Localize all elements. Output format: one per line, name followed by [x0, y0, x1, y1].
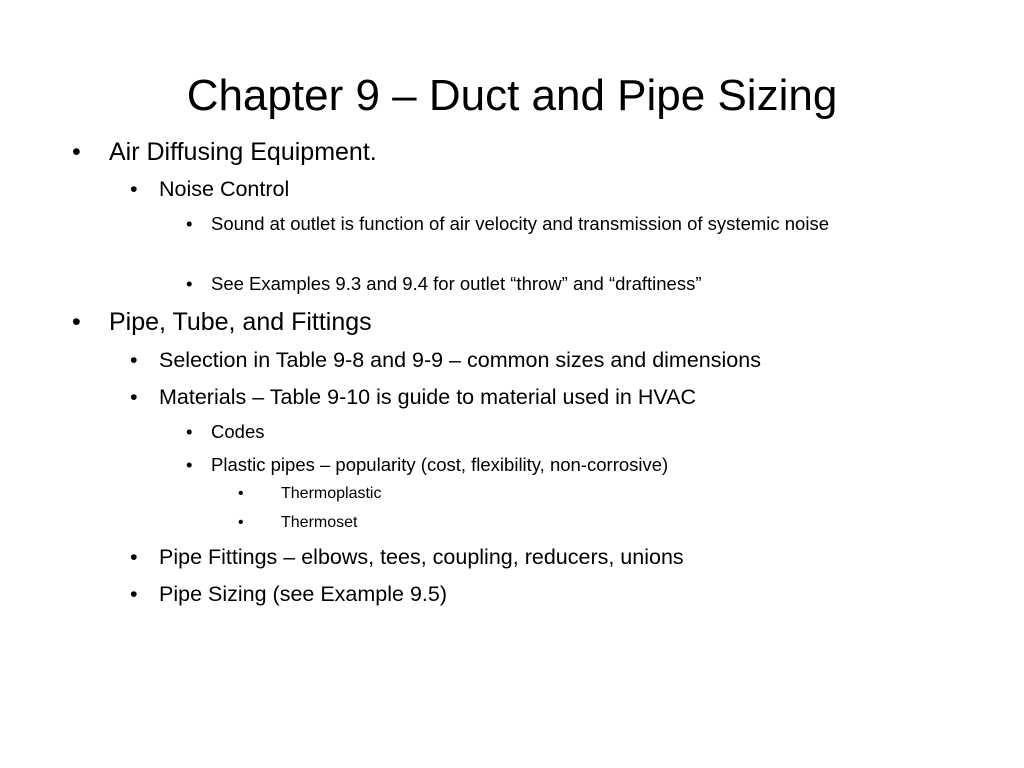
bullet-icon: • [186, 421, 193, 442]
bullet-icon: • [238, 485, 244, 502]
bullet-text: Thermoplastic [281, 485, 382, 502]
bullet-text: See Examples 9.3 and 9.4 for outlet “throw” and “draftiness” [211, 273, 702, 294]
bullet-text: Noise Control [159, 177, 290, 201]
bullet-icon: • [186, 454, 193, 475]
bullet-icon: • [130, 545, 138, 569]
bullet-icon: • [186, 273, 193, 294]
bullet-text: Codes [211, 421, 265, 442]
bullet-text: Pipe, Tube, and Fittings [109, 308, 372, 336]
bullet-text: Sound at outlet is function of air velocity and transmission of systemic noise [211, 213, 829, 234]
bullet-icon: • [130, 348, 138, 372]
bullet-text: Materials – Table 9-10 is guide to material used in HVAC [159, 385, 696, 409]
bullet-icon: • [186, 213, 193, 234]
bullet-text: Pipe Fittings – elbows, tees, coupling, reducers, unions [159, 545, 684, 569]
bullet-text: Air Diffusing Equipment. [109, 138, 377, 166]
bullet-icon: • [72, 308, 81, 336]
bullet-icon: • [130, 177, 138, 201]
bullet-icon: • [130, 385, 138, 409]
bullet-text: Pipe Sizing (see Example 9.5) [159, 582, 448, 606]
bullet-text: Plastic pipes – popularity (cost, flexibility, non-corrosive) [211, 454, 669, 475]
bullet-text: Selection in Table 9-8 and 9-9 – common sizes and dimensions [159, 348, 761, 372]
bullet-icon: • [130, 582, 138, 606]
bullet-icon: • [238, 514, 244, 531]
bullet-text: Thermoset [281, 514, 358, 531]
slide-title: Chapter 9 – Duct and Pipe Sizing [186, 71, 838, 120]
bullet-icon: • [72, 138, 81, 166]
